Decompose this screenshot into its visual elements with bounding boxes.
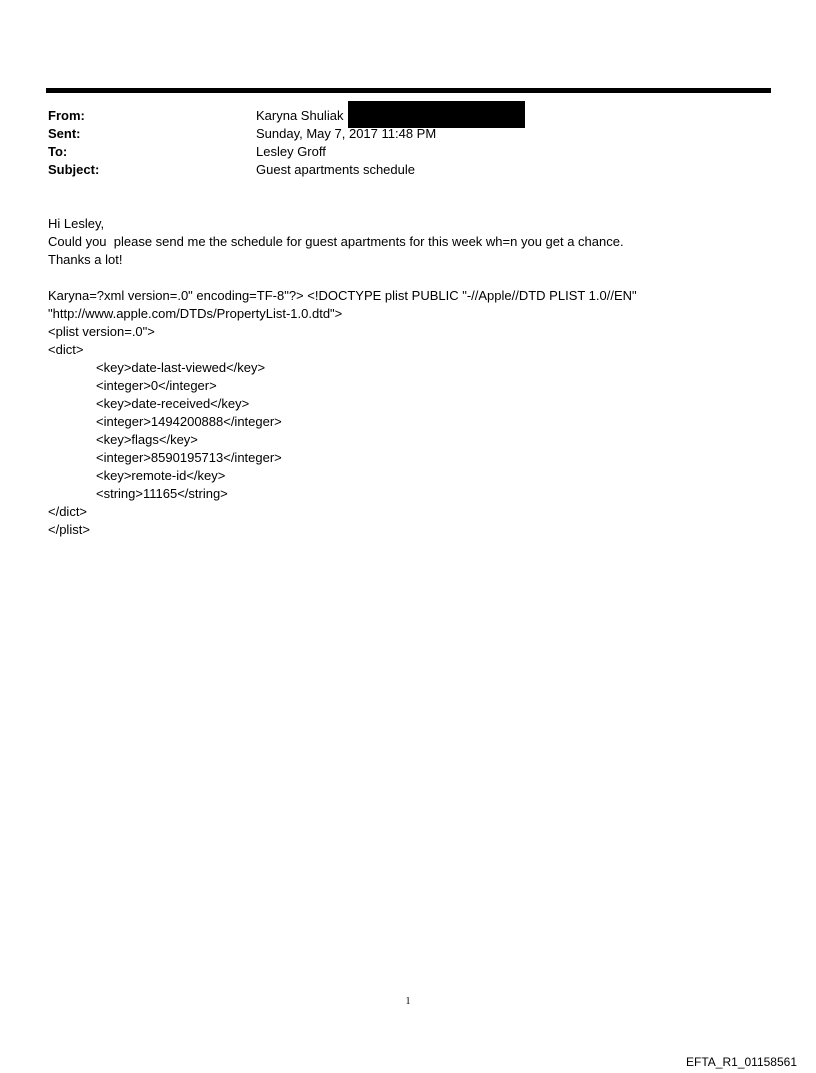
xml-item: <key>date-received</key> bbox=[96, 396, 250, 411]
xml-item: <integer>1494200888</integer> bbox=[96, 414, 282, 429]
xml-line: </plist> bbox=[48, 522, 90, 537]
xml-line: <plist version=.0"> bbox=[48, 324, 155, 339]
blank-line bbox=[48, 269, 768, 287]
xml-line: Karyna=?xml version=.0" encoding=TF-8"?> <!DOCTYPE plist PUBLIC "-//Apple//DTD PLIST 1.0//EN" bbox=[48, 288, 637, 303]
greeting: Hi Lesley, bbox=[48, 216, 105, 231]
xml-item: <key>date-last-viewed</key> bbox=[96, 360, 266, 375]
xml-line: <dict> bbox=[48, 342, 84, 357]
xml-item: <key>remote-id</key> bbox=[96, 468, 226, 483]
xml-item: <integer>8590195713</integer> bbox=[96, 450, 282, 465]
page-number: 1 bbox=[405, 996, 411, 1007]
body-line: Could you please send me the schedule for guest apartments for this week wh=n you get a chance. bbox=[48, 234, 624, 249]
body-line: Thanks a lot! bbox=[48, 252, 123, 267]
subject-value: Guest apartments schedule bbox=[256, 162, 415, 177]
xml-item: <key>flags</key> bbox=[96, 432, 198, 447]
from-value: Karyna Shuliak bbox=[256, 108, 344, 123]
sent-row bbox=[48, 125, 748, 143]
header-rule bbox=[46, 88, 771, 93]
document-id: EFTA_R1_01158561 bbox=[686, 1055, 797, 1069]
to-row bbox=[48, 143, 748, 161]
from-label: From: bbox=[48, 108, 85, 123]
xml-item: <integer>0</integer> bbox=[96, 378, 217, 393]
to-label: To: bbox=[48, 144, 68, 159]
xml-item: <string>11165</string> bbox=[96, 486, 228, 501]
xml-line: </dict> bbox=[48, 504, 88, 519]
email-body bbox=[48, 215, 768, 539]
redaction-box bbox=[348, 101, 525, 128]
to-value: Lesley Groff bbox=[256, 144, 326, 159]
xml-line: "http://www.apple.com/DTDs/PropertyList-1.0.dtd"> bbox=[48, 306, 343, 321]
subject-label: Subject: bbox=[48, 162, 100, 177]
sent-label: Sent: bbox=[48, 126, 81, 141]
subject-row bbox=[48, 161, 748, 179]
sent-value: Sunday, May 7, 2017 11:48 PM bbox=[256, 126, 437, 141]
